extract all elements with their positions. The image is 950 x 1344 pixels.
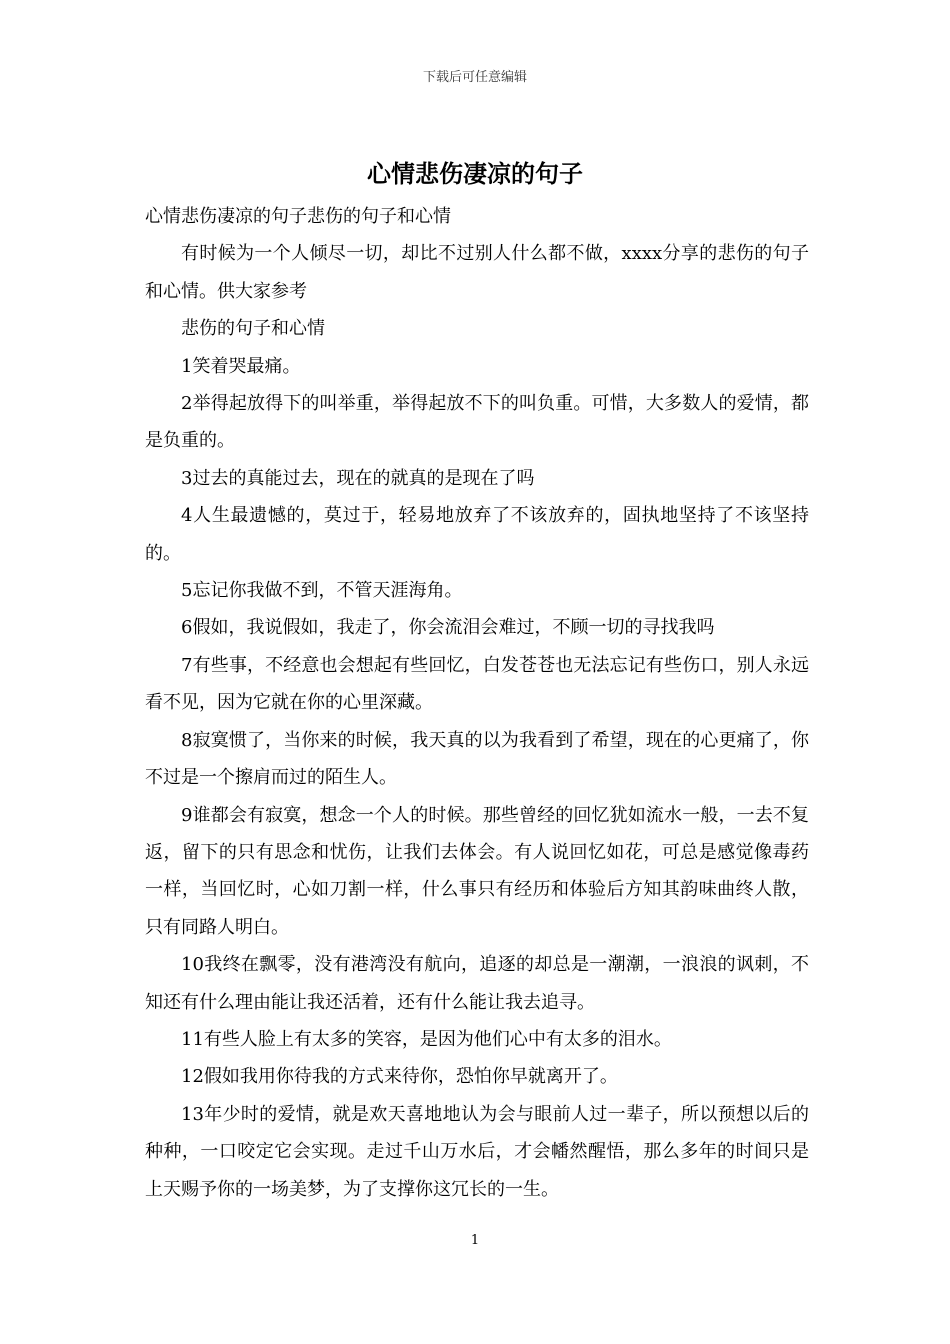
list-item: 9谁都会有寂寞，想念一个人的时候。那些曾经的回忆犹如流水一般，一去不复返，留下的只有思念和忧伤，让我们去体会。有人说回忆如花，可总是感觉像毒药一样，当回忆时，心如刀割一样，什么事只有经历和体验后方知其韵味曲终人散，只有同路人明白。 xyxy=(145,804,809,938)
header-note: 下载后可任意编辑 xyxy=(422,70,527,85)
list-item: 11有些人脸上有太多的笑容，是因为他们心中有太多的泪水。 xyxy=(181,1028,672,1050)
document-body xyxy=(145,198,809,1208)
document-title: 心情悲伤凄凉的句子 xyxy=(367,160,583,188)
list-item: 7有些事，不经意也会想起有些回忆，白发苍苍也无法忘记有些伤口，别人永远看不见，因为它就在你的心里深藏。 xyxy=(145,654,809,714)
list-item: 8寂寞惯了，当你来的时候，我天真的以为我看到了希望，现在的心更痛了，你不过是一个擦肩而过的陌生人。 xyxy=(145,729,809,789)
intro-paragraph: 有时候为一个人倾尽一切，却比不过别人什么都不做，xxxx分享的悲伤的句子和心情。供大家参考 xyxy=(145,243,809,302)
list-item: 6假如，我说假如，我走了，你会流泪会难过，不顾一切的寻找我吗 xyxy=(181,617,715,639)
list-item: 1笑着哭最痛。 xyxy=(181,355,301,377)
list-item: 4人生最遗憾的，莫过于，轻易地放弃了不该放弃的，固执地坚持了不该坚持的。 xyxy=(145,505,809,564)
list-item: 10我终在飘零，没有港湾没有航向，追逐的却总是一潮潮，一浪浪的讽刺，不知还有什么理由能让我还活着，还有什么能让我去追寻。 xyxy=(145,954,809,1013)
list-item: 2举得起放得下的叫举重，举得起放不下的叫负重。可惜，大多数人的爱情，都是负重的。 xyxy=(145,393,809,452)
list-item: 13年少时的爱情，就是欢天喜地地认为会与眼前人过一辈子，所以预想以后的种种，一口咬定它会实现。走过千山万水后，才会幡然醒悟，那么多年的时间只是上天赐予你的一场美梦，为了支撑你这冗长的一生。 xyxy=(145,1103,809,1200)
list-item: 3过去的真能过去，现在的就真的是现在了吗 xyxy=(181,467,535,489)
section-heading: 悲伤的句子和心情 xyxy=(181,318,325,340)
list-item: 5忘记你我做不到，不管天涯海角。 xyxy=(181,580,463,602)
subtitle-line: 心情悲伤凄凉的句子悲伤的句子和心情 xyxy=(145,206,451,227)
list-item: 12假如我用你待我的方式来待你，恐怕你早就离开了。 xyxy=(181,1066,618,1088)
page-number: 1 xyxy=(470,1233,480,1248)
